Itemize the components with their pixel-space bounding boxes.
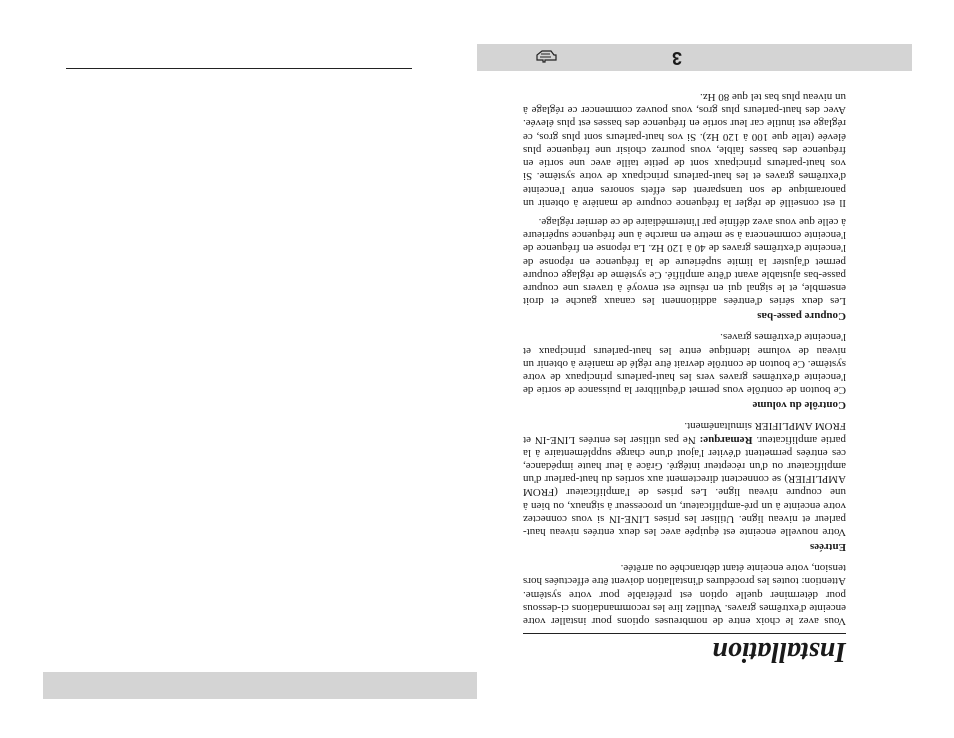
right-page-rotated xyxy=(477,44,912,672)
heading-entrees: Entrées xyxy=(809,540,846,553)
left-page-footer-bar xyxy=(43,672,477,699)
pointing-hand-icon xyxy=(535,50,557,66)
paragraph-entrees xyxy=(523,419,846,538)
page-title: Installation xyxy=(712,636,846,667)
intro-paragraph: Vous avez le choix entre de nombreuses options pour installer votre enceinte d'extrêmes graves. Veuillez lire les recommandations ci-dessous pour déterminer quelle option est préférable pour votre système. Attention: toutes les procédures d'installation doivent être effectuées hors tension, votre enceinte étant débranchée ou arrêtée. xyxy=(523,562,846,627)
title-rule xyxy=(523,633,846,634)
note-text: Ne pas utiliser les entrées LINE-IN et FROM AMPLIFIER simultanément. xyxy=(523,420,846,446)
left-page-top-rule xyxy=(66,68,412,69)
paragraph-volume: Ce bouton de contrôle vous permet d'équilibrer la puissance de sortie de l'enceinte d'extrêmes graves vers les haut-parleurs principaux de votre système. Ce bouton de contrôle devrait être réglé de manière à obtenir un niveau de volume identique entre les haut-parleurs principaux et l'enceinte d'extrêmes graves. xyxy=(523,331,846,397)
entrees-text: Votre nouvelle enceinte est équipée avec les deux entrées niveau haut-parleur et niveau ligne. Utiliser les prises LINE-IN si vous connectez votre enceinte à un pré-amplificateur, un processeur à signaux, ou bien à une coupure niveau ligne. Les prises de l'amplificateur (FROM AMPLIFIER) se connectent directement aux sorties du haut-parleur d'un amplificateur ou d'un récepteur intégré. Grâce à leur haute impédance, ces entrées permettent d'éviter l'ajout d'une charge supplémentaire à la partie amplificateur. xyxy=(523,433,846,538)
paragraph-passe-bas-2: Il est conseillé de régler la fréquence coupure de manière à obtenir un panoramique de son transparent des effets sonores entre l'enceinte d'extrêmes graves et les haut-parleurs principaux de votre système. Si vos haut-parleurs principaux sont de petite taille avec une sortie en fréquence des basses faible, vous pourrez choisir une fréquence plus élevée (telle que 100 à 120 Hz). Si vos haut-parleurs sont plus gros, ce réglage est inutile car leur sortie en fréquence des basses est plus élevée. Avec des haut-parleurs plus gros, vous pouvez commencer ce réglage à un niveau plus bas tel que 80 Hz. xyxy=(523,91,846,209)
heading-volume: Contrôle du volume xyxy=(752,399,846,412)
page-header-bar xyxy=(477,44,912,71)
paragraph-passe-bas-1: Les deux séries d'entrées additionnent les canaux gauche et droit ensemble, et le signal qui en résulte est envoyé à travers une coupure passe-bas ajustable avant d'être amplifié. Ce système de réglage coupure permet d'ajuster la limite supérieure de la fréquence en réponse de l'enceinte d'extrêmes graves de 40 à 120 Hz. La réponse en fréquence de l'enceinte commencera à se mettre en marche à une fréquence supérieure à celle que vous avez définie par l'intermédiaire de ce dernier réglage. xyxy=(523,215,846,308)
page-content xyxy=(477,82,912,672)
note-label: Remarque: xyxy=(699,433,753,446)
heading-passe-bas: Coupure passe-bas xyxy=(757,310,846,323)
page-number: 3 xyxy=(671,48,682,68)
